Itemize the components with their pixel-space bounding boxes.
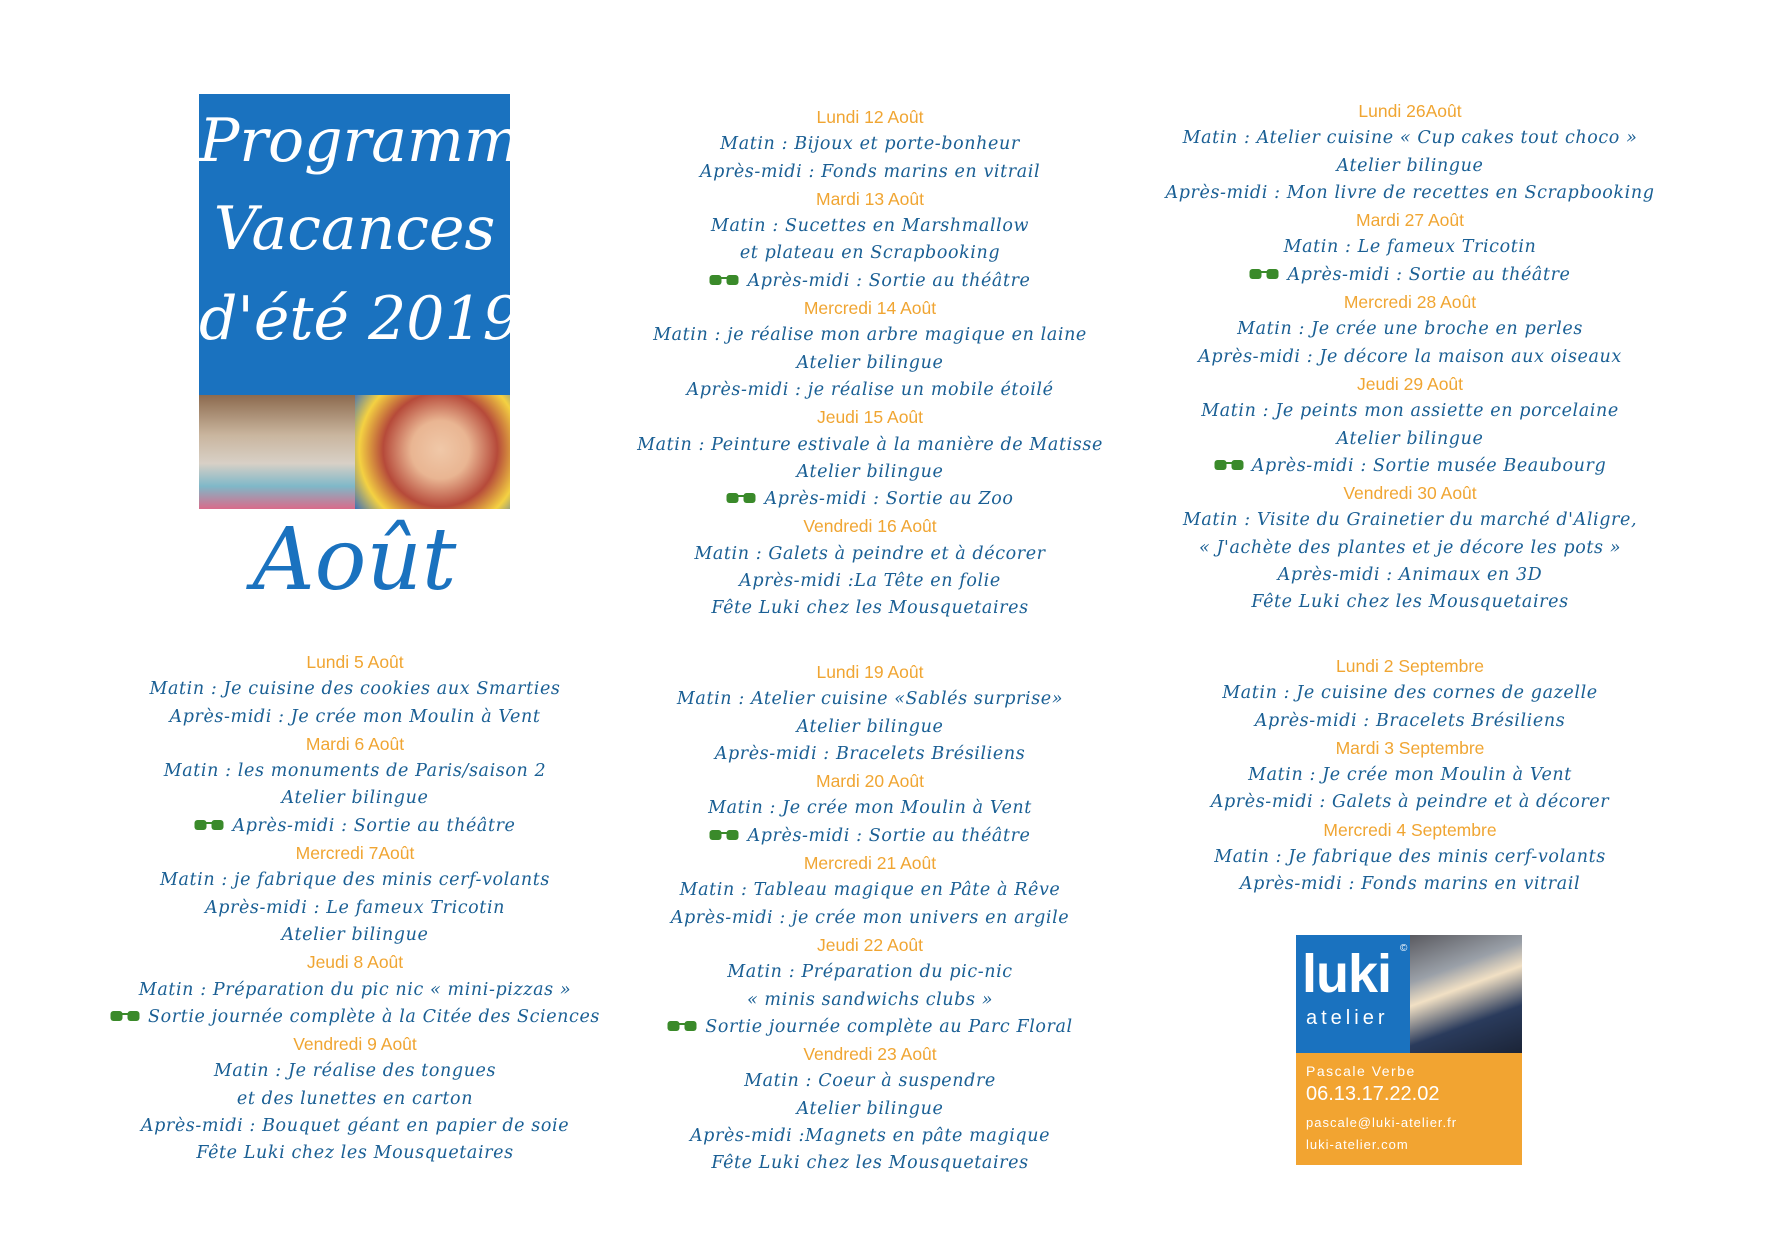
activity-line [620, 350, 1120, 377]
activity-line [1150, 153, 1670, 180]
contact-name: Pascale Verbe [1306, 1063, 1416, 1079]
activity-line [620, 823, 1120, 850]
activity-text: Matin : Je réalise des tongues [213, 1061, 497, 1082]
activity-text: Après-midi : Sortie au théâtre [747, 270, 1031, 291]
activity-text: Après-midi : Fonds marins en vitrail [1239, 874, 1581, 895]
day-label: Mercredi 14 Août [803, 298, 937, 319]
day-label: Mercredi 7Août [295, 843, 415, 864]
day-label: Jeudi 22 Août [816, 934, 924, 955]
activity-line [620, 240, 1120, 267]
activity-line [620, 432, 1120, 459]
day-heading [1150, 289, 1670, 316]
title-line-2: Vacances [213, 194, 496, 264]
day-heading [620, 659, 1120, 686]
activity-line [620, 268, 1120, 295]
day-label: Mercredi 21 Août [803, 853, 937, 874]
activity-text: Matin : Atelier cuisine « Cup cakes tout choco » [1182, 128, 1638, 149]
luki-logo-subtitle: atelier [1306, 1007, 1389, 1029]
activity-line [620, 741, 1120, 768]
luki-logo-panel [1296, 935, 1522, 1053]
activity-text: Sortie journée complète à la Citée des Sciences [148, 1006, 600, 1027]
activity-line [1150, 234, 1670, 261]
activity-text: Sortie journée complète au Parc Floral [705, 1016, 1073, 1037]
activity-line [1150, 398, 1670, 425]
activity-text: Matin : je fabrique des minis cerf-volants [159, 870, 551, 891]
activity-line [1150, 844, 1670, 871]
day-heading [620, 932, 1120, 959]
activity-text: Après-midi : Sortie au théâtre [747, 825, 1031, 846]
sunglasses-icon [1249, 267, 1279, 281]
luki-logo: luki [1302, 944, 1392, 1004]
activity-text: Atelier bilingue [796, 352, 944, 373]
child-photo [355, 395, 510, 509]
activity-text: Après-midi : Je décore la maison aux oiseaux [1198, 346, 1622, 367]
activity-text: Matin : Visite du Grainetier du marché d'Aligre, [1182, 510, 1638, 531]
activity-text: « J'achète des plantes et je décore les pots » [1198, 537, 1622, 558]
activity-text: Matin : Je crée mon Moulin à Vent [708, 798, 1032, 819]
activity-text: Matin : les monuments de Paris/saison 2 [163, 761, 547, 782]
activity-text: Matin : Préparation du pic nic « mini-pizzas » [138, 979, 572, 1000]
activity-text: Après-midi : Animaux en 3D [1277, 565, 1543, 586]
day-label: Jeudi 15 Août [816, 407, 924, 428]
activity-text: Après-midi :Magnets en pâte magique [689, 1126, 1051, 1147]
day-label: Mercredi 4 Septembre [1323, 819, 1497, 840]
activity-text: et plateau en Scrapbooking [739, 243, 1001, 264]
day-heading [620, 1041, 1120, 1068]
activity-line [1150, 535, 1670, 562]
activity-text: Matin : Préparation du pic-nic [727, 962, 1013, 983]
activity-line [1150, 762, 1670, 789]
activity-text: Matin : Sucettes en Marshmallow [710, 216, 1030, 237]
activity-text: Après-midi : Le fameux Tricotin [204, 897, 506, 918]
activity-text: Matin : Atelier cuisine «Sablés surprise» [676, 689, 1064, 710]
contact-card [1296, 935, 1522, 1165]
day-heading [620, 104, 1120, 131]
activity-line [620, 1096, 1120, 1123]
activity-text: Après-midi : Sortie au théâtre [1287, 264, 1571, 285]
activity-text: Atelier bilingue [796, 461, 944, 482]
activity-text: Après-midi : Fonds marins en vitrail [699, 161, 1041, 182]
activity-line [1150, 871, 1670, 898]
activity-text: Matin : Coeur à suspendre [744, 1071, 996, 1092]
activity-line [1150, 589, 1670, 616]
activity-line [620, 877, 1120, 904]
title-line-1: Programme [199, 106, 557, 176]
activity-line [100, 676, 610, 703]
day-heading [1150, 653, 1670, 680]
activity-text: Matin : Je fabrique des minis cerf-volants [1214, 847, 1606, 868]
activity-line [620, 541, 1120, 568]
activity-line [1150, 180, 1670, 207]
day-heading [100, 731, 610, 758]
activity-text: Fête Luki chez les Mousquetaires [711, 1153, 1029, 1174]
activity-text: Matin : Je peints mon assiette en porcelaine [1201, 401, 1619, 422]
day-label: Vendredi 16 Août [803, 516, 937, 537]
activity-text: « minis sandwichs clubs » [746, 989, 994, 1010]
activity-line [1150, 344, 1670, 371]
activity-line [620, 322, 1120, 349]
activity-text: Après-midi : Je crée mon Moulin à Vent [169, 706, 541, 727]
activity-line [620, 486, 1120, 513]
sunglasses-icon [726, 491, 756, 505]
activity-text: Après-midi : je crée mon univers en argile [670, 907, 1070, 928]
activity-text: Après-midi : je réalise un mobile étoilé [686, 379, 1054, 400]
day-heading [620, 186, 1120, 213]
day-label: Jeudi 8 Août [306, 952, 404, 973]
day-heading [1150, 371, 1670, 398]
activity-line [100, 1113, 610, 1140]
activity-line [1150, 262, 1670, 289]
activity-text: Atelier bilingue [281, 924, 429, 945]
activity-line [1150, 507, 1670, 534]
activity-line [620, 795, 1120, 822]
activity-line [1150, 125, 1670, 152]
day-heading [620, 850, 1120, 877]
activity-text: Atelier bilingue [796, 1098, 944, 1119]
activity-line [100, 922, 610, 949]
day-heading [620, 768, 1120, 795]
schedule-week-2-septembre [1150, 653, 1670, 899]
activity-text: Matin : Bijoux et porte-bonheur [720, 134, 1020, 155]
activity-line [620, 1123, 1120, 1150]
contact-details [1296, 1053, 1522, 1165]
day-label: Vendredi 9 Août [293, 1034, 417, 1055]
day-heading [1150, 207, 1670, 234]
day-label: Vendredi 30 Août [1343, 483, 1477, 504]
day-heading [1150, 480, 1670, 507]
activity-text: Après-midi : Sortie au Zoo [764, 489, 1014, 510]
activity-line [620, 686, 1120, 713]
day-heading [1150, 735, 1670, 762]
activity-text: Après-midi : Galets à peindre et à décorer [1210, 792, 1610, 813]
title-line-3: d'été 2019 [199, 284, 521, 354]
activity-text: Après-midi : Sortie musée Beaubourg [1251, 455, 1607, 476]
contact-phone: 06.13.17.22.02 [1306, 1083, 1440, 1105]
activity-text: Matin : Je cuisine des cornes de gazelle [1222, 683, 1598, 704]
activity-text: Matin : Je cuisine des cookies aux Smarties [149, 679, 561, 700]
activity-line [100, 704, 610, 731]
activity-line [100, 1058, 610, 1085]
day-label: Lundi 26Août [1358, 101, 1462, 121]
activity-text: Après-midi : Bracelets Brésiliens [1254, 710, 1566, 731]
activity-line [620, 714, 1120, 741]
activity-line [1150, 708, 1670, 735]
activity-text: Matin : je réalise mon arbre magique en laine [653, 325, 1087, 346]
day-heading [1150, 817, 1670, 844]
contact-website[interactable]: luki-atelier.com [1306, 1137, 1409, 1152]
day-label: Lundi 5 Août [306, 652, 404, 672]
activity-line [100, 758, 610, 785]
registered-mark: © [1400, 943, 1408, 954]
activity-line [620, 959, 1120, 986]
schedule-week-19-aout [620, 659, 1120, 1178]
activity-line [1150, 789, 1670, 816]
activity-text: Atelier bilingue [281, 788, 429, 809]
activity-line [1150, 316, 1670, 343]
activity-text: Matin : Je crée mon Moulin à Vent [1248, 765, 1572, 786]
owner-photo [1410, 935, 1522, 1053]
day-label: Lundi 12 Août [816, 107, 924, 127]
activity-text: Après-midi :La Tête en folie [739, 571, 1001, 592]
day-heading [100, 840, 610, 867]
activity-line [100, 895, 610, 922]
schedule-week-5-aout [100, 649, 610, 1168]
activity-line [620, 377, 1120, 404]
activity-line [100, 867, 610, 894]
day-label: Mardi 6 Août [305, 733, 405, 754]
day-label: Mardi 20 Août [816, 771, 924, 792]
activity-line [1150, 680, 1670, 707]
activity-text: Après-midi : Bracelets Brésiliens [714, 743, 1026, 764]
activity-line [620, 1150, 1120, 1177]
day-heading [620, 513, 1120, 540]
schedule-week-12-aout [620, 104, 1120, 623]
day-heading [620, 404, 1120, 431]
sunglasses-icon [110, 1009, 140, 1023]
activity-text: Matin : Galets à peindre et à décorer [694, 543, 1046, 564]
activity-text: Matin : Le fameux Tricotin [1283, 237, 1537, 258]
header-photos [199, 395, 510, 509]
activity-line [620, 459, 1120, 486]
day-label: Vendredi 23 Août [803, 1044, 937, 1065]
day-label: Mardi 3 Septembre [1335, 737, 1485, 758]
activity-line [620, 159, 1120, 186]
activity-line [620, 1014, 1120, 1041]
day-label: Mercredi 28 Août [1343, 292, 1477, 313]
day-label: Mardi 13 Août [816, 188, 924, 209]
activity-text: Après-midi : Mon livre de recettes en Scrapbooking [1165, 182, 1655, 203]
sunglasses-icon [709, 273, 739, 287]
workshop-photo [199, 395, 355, 509]
activity-line [620, 595, 1120, 622]
activity-text: Après-midi : Bouquet géant en papier de soie [140, 1116, 570, 1137]
activity-line [100, 813, 610, 840]
activity-text: Matin : Je crée une broche en perles [1237, 319, 1583, 340]
activity-line [620, 1068, 1120, 1095]
activity-text: Fête Luki chez les Mousquetaires [711, 598, 1029, 619]
activity-text: Atelier bilingue [1336, 155, 1484, 176]
month-title: Août [252, 510, 457, 610]
activity-text: Fête Luki chez les Mousquetaires [1251, 592, 1569, 613]
activity-text: Matin : Tableau magique en Pâte à Rêve [679, 880, 1061, 901]
activity-line [1150, 562, 1670, 589]
contact-email[interactable]: pascale@luki-atelier.fr [1306, 1115, 1458, 1130]
activity-line [620, 987, 1120, 1014]
activity-line [620, 131, 1120, 158]
activity-text: Fête Luki chez les Mousquetaires [196, 1143, 514, 1164]
sunglasses-icon [1214, 458, 1244, 472]
day-heading [620, 295, 1120, 322]
program-title-panel [199, 94, 557, 395]
schedule-week-26-aout [1150, 98, 1670, 617]
activity-text: et des lunettes en carton [236, 1088, 474, 1109]
activity-line [100, 1140, 610, 1167]
day-label: Lundi 2 Septembre [1336, 656, 1484, 676]
day-heading [100, 649, 610, 676]
activity-line [620, 905, 1120, 932]
activity-line [100, 785, 610, 812]
activity-text: Atelier bilingue [796, 716, 944, 737]
day-heading [100, 949, 610, 976]
activity-line [620, 568, 1120, 595]
activity-line [100, 1004, 610, 1031]
day-label: Mardi 27 Août [1356, 210, 1464, 231]
activity-line [1150, 453, 1670, 480]
activity-text: Matin : Peinture estivale à la manière de Matisse [637, 434, 1103, 455]
activity-line [100, 977, 610, 1004]
activity-line [620, 213, 1120, 240]
day-heading [100, 1031, 610, 1058]
activity-line [1150, 426, 1670, 453]
activity-text: Après-midi : Sortie au théâtre [232, 815, 516, 836]
sunglasses-icon [667, 1019, 697, 1033]
activity-text: Atelier bilingue [1336, 428, 1484, 449]
day-label: Lundi 19 Août [816, 662, 924, 682]
sunglasses-icon [709, 828, 739, 842]
activity-line [100, 1086, 610, 1113]
sunglasses-icon [194, 818, 224, 832]
day-label: Jeudi 29 Août [1356, 373, 1464, 394]
day-heading [1150, 98, 1670, 125]
